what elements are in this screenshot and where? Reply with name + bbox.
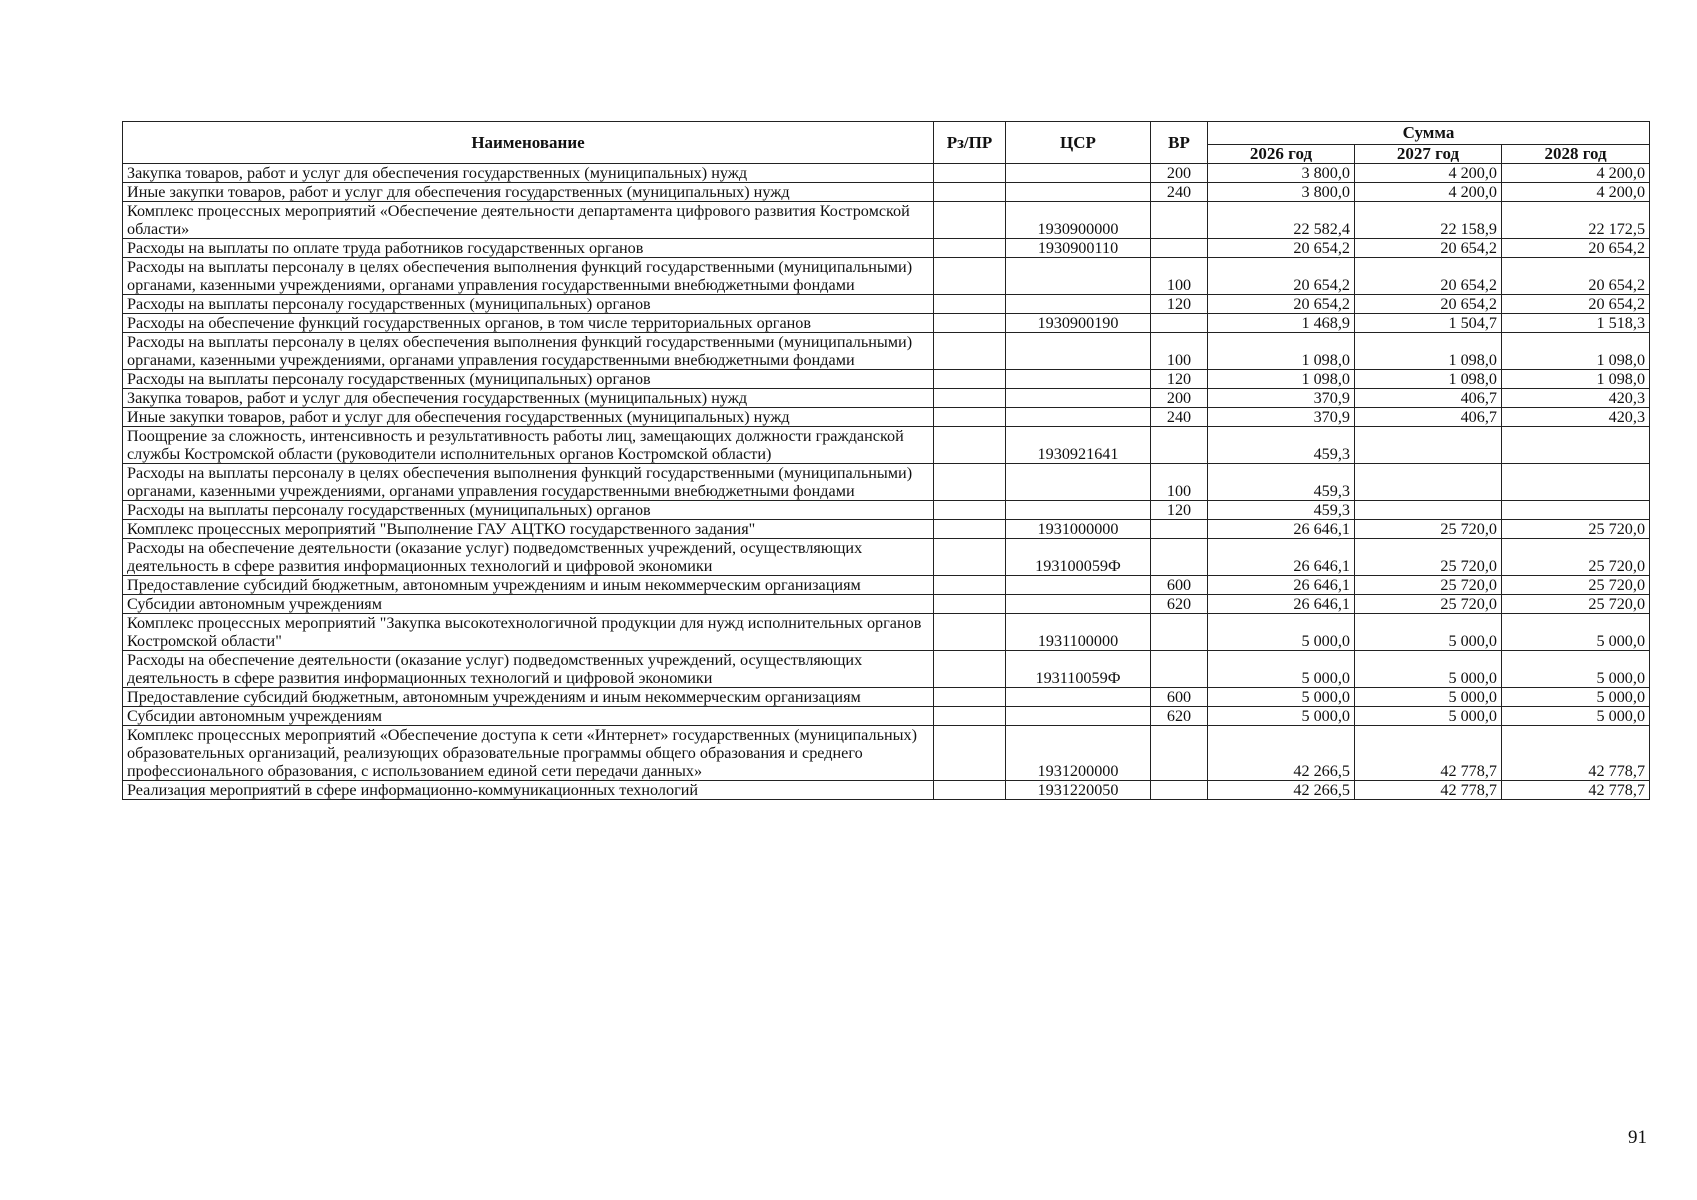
cell-amount-2026: 3 800,0 xyxy=(1208,183,1355,202)
cell-amount-2026: 459,3 xyxy=(1208,464,1355,501)
table-row xyxy=(123,258,1650,295)
cell-amount-2028: 25 720,0 xyxy=(1502,539,1650,576)
cell-amount-2027: 5 000,0 xyxy=(1355,707,1502,726)
cell-vr: 120 xyxy=(1151,501,1208,520)
table-row xyxy=(123,595,1650,614)
cell-amount-2027 xyxy=(1355,501,1502,520)
cell-amount-2027: 20 654,2 xyxy=(1355,295,1502,314)
cell-amount-2027: 20 654,2 xyxy=(1355,258,1502,295)
cell-amount-2027: 22 158,9 xyxy=(1355,202,1502,239)
cell-section xyxy=(934,707,1006,726)
cell-section xyxy=(934,314,1006,333)
cell-section xyxy=(934,427,1006,464)
cell-csr xyxy=(1006,595,1151,614)
header-row-top xyxy=(123,122,1650,145)
cell-amount-2028: 420,3 xyxy=(1502,408,1650,427)
cell-amount-2026: 1 468,9 xyxy=(1208,314,1355,333)
cell-amount-2026: 20 654,2 xyxy=(1208,258,1355,295)
cell-name: Закупка товаров, работ и услуг для обеспечения государственных (муниципальных) нужд xyxy=(123,389,934,408)
cell-section xyxy=(934,595,1006,614)
cell-amount-2027: 5 000,0 xyxy=(1355,688,1502,707)
cell-csr: 1931200000 xyxy=(1006,726,1151,781)
cell-csr: 1931100000 xyxy=(1006,614,1151,651)
cell-amount-2028: 25 720,0 xyxy=(1502,576,1650,595)
cell-amount-2027 xyxy=(1355,427,1502,464)
cell-name: Расходы на выплаты персоналу в целях обеспечения выполнения функций государственными (муниципальными) органами, казенными учреждениями, органами управления государственными внебюджетными фондами xyxy=(123,333,934,370)
table-header xyxy=(123,122,1650,164)
cell-csr xyxy=(1006,183,1151,202)
cell-section xyxy=(934,688,1006,707)
cell-csr: 1930900000 xyxy=(1006,202,1151,239)
cell-vr xyxy=(1151,614,1208,651)
cell-name: Расходы на выплаты по оплате труда работников государственных органов xyxy=(123,239,934,258)
cell-amount-2026: 42 266,5 xyxy=(1208,726,1355,781)
cell-amount-2027: 1 098,0 xyxy=(1355,370,1502,389)
cell-vr: 120 xyxy=(1151,370,1208,389)
cell-amount-2026: 3 800,0 xyxy=(1208,164,1355,183)
cell-name: Предоставление субсидий бюджетным, автономным учреждениям и иным некоммерческим организациям xyxy=(123,576,934,595)
cell-amount-2026: 1 098,0 xyxy=(1208,370,1355,389)
cell-amount-2026: 26 646,1 xyxy=(1208,595,1355,614)
cell-section xyxy=(934,183,1006,202)
cell-vr: 200 xyxy=(1151,389,1208,408)
cell-section xyxy=(934,258,1006,295)
cell-vr xyxy=(1151,520,1208,539)
cell-section xyxy=(934,651,1006,688)
cell-csr xyxy=(1006,164,1151,183)
cell-name: Комплекс процессных мероприятий "Выполнение ГАУ АЦТКО государственного задания" xyxy=(123,520,934,539)
cell-amount-2028: 1 518,3 xyxy=(1502,314,1650,333)
cell-amount-2027 xyxy=(1355,464,1502,501)
cell-vr: 240 xyxy=(1151,183,1208,202)
cell-amount-2028: 5 000,0 xyxy=(1502,614,1650,651)
cell-amount-2028 xyxy=(1502,427,1650,464)
cell-amount-2026: 5 000,0 xyxy=(1208,614,1355,651)
cell-section xyxy=(934,464,1006,501)
cell-name: Комплекс процессных мероприятий «Обеспечение деятельности департамента цифрового развития Костромской области» xyxy=(123,202,934,239)
cell-csr: 1930900110 xyxy=(1006,239,1151,258)
cell-name: Расходы на выплаты персоналу в целях обеспечения выполнения функций государственными (муниципальными) органами, казенными учреждениями, органами управления государственными внебюджетными фондами xyxy=(123,258,934,295)
cell-amount-2028: 20 654,2 xyxy=(1502,239,1650,258)
cell-amount-2027: 1 504,7 xyxy=(1355,314,1502,333)
cell-amount-2026: 5 000,0 xyxy=(1208,707,1355,726)
cell-amount-2026: 459,3 xyxy=(1208,427,1355,464)
cell-name: Расходы на выплаты персоналу государственных (муниципальных) органов xyxy=(123,501,934,520)
cell-name: Комплекс процессных мероприятий "Закупка высокотехнологичной продукции для нужд исполнительных органов Костромской области" xyxy=(123,614,934,651)
table-row xyxy=(123,726,1650,781)
cell-csr xyxy=(1006,370,1151,389)
cell-vr: 100 xyxy=(1151,333,1208,370)
header-year-2026: 2026 год xyxy=(1208,145,1355,164)
cell-amount-2026: 26 646,1 xyxy=(1208,520,1355,539)
cell-amount-2028: 5 000,0 xyxy=(1502,651,1650,688)
cell-amount-2028: 420,3 xyxy=(1502,389,1650,408)
cell-name: Расходы на обеспечение деятельности (оказание услуг) подведомственных учреждений, осуществляющих деятельность в сфере развития информационных технологий и цифровой экономики xyxy=(123,539,934,576)
cell-csr xyxy=(1006,258,1151,295)
cell-name: Предоставление субсидий бюджетным, автономным учреждениям и иным некоммерческим организациям xyxy=(123,688,934,707)
cell-section xyxy=(934,520,1006,539)
cell-section xyxy=(934,614,1006,651)
table-row xyxy=(123,333,1650,370)
cell-csr xyxy=(1006,295,1151,314)
cell-name: Расходы на выплаты персоналу государственных (муниципальных) органов xyxy=(123,295,934,314)
cell-section xyxy=(934,501,1006,520)
cell-vr xyxy=(1151,427,1208,464)
header-year-2027: 2027 год xyxy=(1355,145,1502,164)
cell-vr xyxy=(1151,314,1208,333)
cell-amount-2026: 20 654,2 xyxy=(1208,295,1355,314)
cell-section xyxy=(934,389,1006,408)
cell-name: Поощрение за сложность, интенсивность и результативность работы лиц, замещающих должности гражданской службы Костромской области (руководители исполнительных органов Костромской области) xyxy=(123,427,934,464)
cell-amount-2027: 5 000,0 xyxy=(1355,614,1502,651)
table-row xyxy=(123,389,1650,408)
table-row xyxy=(123,295,1650,314)
cell-csr: 1931000000 xyxy=(1006,520,1151,539)
cell-csr xyxy=(1006,464,1151,501)
table-row xyxy=(123,651,1650,688)
cell-amount-2026: 5 000,0 xyxy=(1208,688,1355,707)
cell-amount-2027: 25 720,0 xyxy=(1355,595,1502,614)
header-sum: Сумма xyxy=(1208,122,1650,145)
cell-csr xyxy=(1006,707,1151,726)
cell-csr: 1931220050 xyxy=(1006,781,1151,800)
table-row xyxy=(123,688,1650,707)
cell-name: Реализация мероприятий в сфере информационно-коммуникационных технологий xyxy=(123,781,934,800)
cell-amount-2028 xyxy=(1502,464,1650,501)
header-section: Рз/ПР xyxy=(934,122,1006,164)
table-row xyxy=(123,408,1650,427)
budget-table xyxy=(122,121,1650,800)
cell-section xyxy=(934,164,1006,183)
cell-csr xyxy=(1006,389,1151,408)
table-row xyxy=(123,202,1650,239)
cell-csr xyxy=(1006,688,1151,707)
cell-section xyxy=(934,726,1006,781)
cell-vr: 600 xyxy=(1151,688,1208,707)
page-number: 91 xyxy=(1628,1127,1647,1148)
cell-amount-2028: 5 000,0 xyxy=(1502,707,1650,726)
header-year-2028: 2028 год xyxy=(1502,145,1650,164)
cell-vr: 620 xyxy=(1151,707,1208,726)
cell-csr xyxy=(1006,408,1151,427)
table-row xyxy=(123,707,1650,726)
cell-amount-2026: 5 000,0 xyxy=(1208,651,1355,688)
cell-amount-2028: 5 000,0 xyxy=(1502,688,1650,707)
table-row xyxy=(123,520,1650,539)
cell-section xyxy=(934,370,1006,389)
cell-vr: 240 xyxy=(1151,408,1208,427)
cell-amount-2028: 22 172,5 xyxy=(1502,202,1650,239)
cell-csr: 193110059Ф xyxy=(1006,651,1151,688)
cell-vr xyxy=(1151,781,1208,800)
cell-section xyxy=(934,781,1006,800)
cell-csr: 1930921641 xyxy=(1006,427,1151,464)
cell-amount-2028: 42 778,7 xyxy=(1502,726,1650,781)
cell-name: Иные закупки товаров, работ и услуг для обеспечения государственных (муниципальных) нужд xyxy=(123,408,934,427)
cell-csr xyxy=(1006,333,1151,370)
cell-amount-2027: 25 720,0 xyxy=(1355,576,1502,595)
header-vr: ВР xyxy=(1151,122,1208,164)
cell-amount-2028: 1 098,0 xyxy=(1502,333,1650,370)
cell-amount-2028: 20 654,2 xyxy=(1502,258,1650,295)
cell-name: Иные закупки товаров, работ и услуг для обеспечения государственных (муниципальных) нужд xyxy=(123,183,934,202)
cell-amount-2026: 370,9 xyxy=(1208,389,1355,408)
cell-amount-2027: 1 098,0 xyxy=(1355,333,1502,370)
table-row xyxy=(123,614,1650,651)
table-body xyxy=(123,164,1650,800)
cell-vr: 600 xyxy=(1151,576,1208,595)
cell-amount-2026: 42 266,5 xyxy=(1208,781,1355,800)
cell-vr: 100 xyxy=(1151,464,1208,501)
cell-section xyxy=(934,295,1006,314)
cell-amount-2027: 406,7 xyxy=(1355,408,1502,427)
table-row xyxy=(123,239,1650,258)
cell-vr xyxy=(1151,539,1208,576)
cell-amount-2027: 42 778,7 xyxy=(1355,726,1502,781)
table-row xyxy=(123,464,1650,501)
cell-amount-2028 xyxy=(1502,501,1650,520)
cell-name: Закупка товаров, работ и услуг для обеспечения государственных (муниципальных) нужд xyxy=(123,164,934,183)
cell-name: Расходы на обеспечение деятельности (оказание услуг) подведомственных учреждений, осуществляющих деятельность в сфере развития информационных технологий и цифровой экономики xyxy=(123,651,934,688)
cell-amount-2026: 26 646,1 xyxy=(1208,576,1355,595)
table-row xyxy=(123,539,1650,576)
table-row xyxy=(123,164,1650,183)
table-row xyxy=(123,183,1650,202)
cell-vr: 120 xyxy=(1151,295,1208,314)
cell-vr: 200 xyxy=(1151,164,1208,183)
cell-vr xyxy=(1151,651,1208,688)
cell-amount-2028: 4 200,0 xyxy=(1502,183,1650,202)
cell-section xyxy=(934,408,1006,427)
cell-amount-2028: 20 654,2 xyxy=(1502,295,1650,314)
header-csr: ЦСР xyxy=(1006,122,1151,164)
cell-csr: 1930900190 xyxy=(1006,314,1151,333)
cell-name: Субсидии автономным учреждениям xyxy=(123,707,934,726)
cell-vr: 100 xyxy=(1151,258,1208,295)
cell-amount-2027: 4 200,0 xyxy=(1355,164,1502,183)
cell-name: Комплекс процессных мероприятий «Обеспечение доступа к сети «Интернет» государственных (муниципальных) образовательных организаций, реализующих образовательные программы общего образования и среднего профессионального образования, с использованием единой сети передачи данных» xyxy=(123,726,934,781)
cell-csr xyxy=(1006,576,1151,595)
cell-csr xyxy=(1006,501,1151,520)
cell-vr xyxy=(1151,239,1208,258)
cell-amount-2027: 5 000,0 xyxy=(1355,651,1502,688)
table-row xyxy=(123,314,1650,333)
cell-amount-2027: 4 200,0 xyxy=(1355,183,1502,202)
cell-section xyxy=(934,239,1006,258)
cell-amount-2027: 25 720,0 xyxy=(1355,520,1502,539)
cell-section xyxy=(934,539,1006,576)
table-row xyxy=(123,370,1650,389)
cell-amount-2028: 25 720,0 xyxy=(1502,520,1650,539)
cell-section xyxy=(934,333,1006,370)
table-row xyxy=(123,781,1650,800)
cell-vr xyxy=(1151,202,1208,239)
header-name: Наименование xyxy=(123,122,934,164)
cell-amount-2026: 370,9 xyxy=(1208,408,1355,427)
cell-section xyxy=(934,576,1006,595)
cell-amount-2027: 42 778,7 xyxy=(1355,781,1502,800)
table-row xyxy=(123,576,1650,595)
cell-name: Расходы на обеспечение функций государственных органов, в том числе территориальных органов xyxy=(123,314,934,333)
cell-vr xyxy=(1151,726,1208,781)
table-row xyxy=(123,427,1650,464)
cell-amount-2028: 25 720,0 xyxy=(1502,595,1650,614)
cell-amount-2028: 42 778,7 xyxy=(1502,781,1650,800)
cell-section xyxy=(934,202,1006,239)
cell-amount-2026: 20 654,2 xyxy=(1208,239,1355,258)
cell-amount-2027: 25 720,0 xyxy=(1355,539,1502,576)
cell-vr: 620 xyxy=(1151,595,1208,614)
cell-amount-2026: 459,3 xyxy=(1208,501,1355,520)
cell-csr: 193100059Ф xyxy=(1006,539,1151,576)
table-row xyxy=(123,501,1650,520)
cell-amount-2027: 406,7 xyxy=(1355,389,1502,408)
cell-amount-2027: 20 654,2 xyxy=(1355,239,1502,258)
cell-amount-2026: 1 098,0 xyxy=(1208,333,1355,370)
cell-amount-2026: 26 646,1 xyxy=(1208,539,1355,576)
cell-amount-2026: 22 582,4 xyxy=(1208,202,1355,239)
cell-name: Субсидии автономным учреждениям xyxy=(123,595,934,614)
cell-amount-2028: 4 200,0 xyxy=(1502,164,1650,183)
cell-name: Расходы на выплаты персоналу государственных (муниципальных) органов xyxy=(123,370,934,389)
cell-name: Расходы на выплаты персоналу в целях обеспечения выполнения функций государственными (муниципальными) органами, казенными учреждениями, органами управления государственными внебюджетными фондами xyxy=(123,464,934,501)
cell-amount-2028: 1 098,0 xyxy=(1502,370,1650,389)
